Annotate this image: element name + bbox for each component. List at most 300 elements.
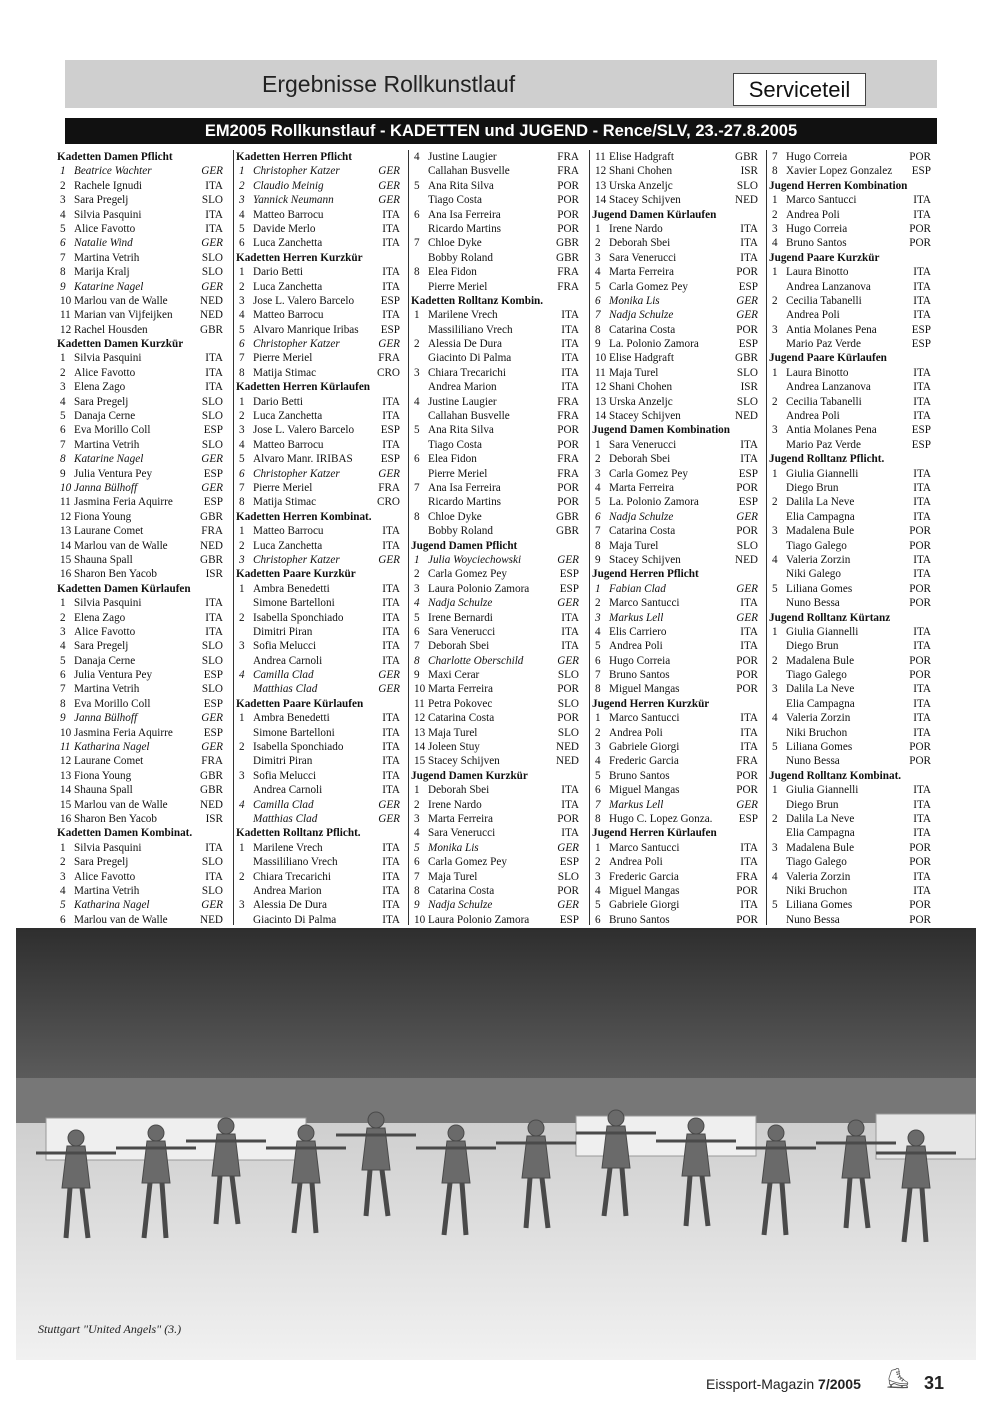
section-title: Jugend Herren Kombination [769, 179, 908, 192]
athlete-name: Andrea Marion [428, 381, 497, 394]
rank: 6 [60, 424, 66, 437]
result-row [411, 625, 579, 639]
athlete-name: Andrea Lanzanova [786, 381, 871, 394]
rank: 2 [239, 539, 245, 552]
country-code: ITA [740, 625, 758, 638]
issue-number: 7/2005 [818, 1376, 861, 1392]
results-column-2 [236, 150, 400, 927]
result-row [592, 481, 758, 495]
country-code: ITA [740, 640, 758, 653]
rank: 3 [595, 467, 601, 480]
country-code: POR [909, 669, 931, 682]
country-code: ITA [382, 266, 400, 279]
athlete-name: Ana Rita Silva [428, 179, 494, 192]
rank: 3 [414, 366, 420, 379]
result-row [411, 236, 579, 250]
athlete-name: Justine Laugier [428, 395, 497, 408]
result-row [769, 740, 931, 754]
rank: 3 [772, 683, 778, 696]
country-code: FRA [736, 870, 758, 883]
result-row [57, 553, 223, 567]
section-title: Kadetten Herren Pflicht [236, 151, 352, 163]
result-row [57, 639, 223, 653]
athlete-name: Nuno Bessa [786, 755, 840, 768]
rank: 5 [595, 280, 601, 293]
country-code: ESP [203, 669, 223, 682]
athlete-name: Catarina Costa [428, 884, 495, 897]
athlete-name: Martina Vetrih [74, 683, 140, 696]
result-row [57, 898, 223, 912]
rank: 12 [60, 510, 72, 523]
section-title: Kadetten Paare Kurzkür [236, 568, 356, 581]
rank: 10 [414, 683, 426, 696]
athlete-name: Ricardo Martins [428, 222, 502, 235]
result-row [236, 553, 400, 567]
country-code: ESP [380, 453, 400, 466]
athlete-name: Catarina Costa [609, 323, 676, 336]
rank: 4 [772, 712, 778, 725]
athlete-name: Valeria Zorzin [786, 553, 851, 566]
result-row [769, 582, 931, 596]
athlete-name: Laurane Comet [74, 755, 144, 768]
country-code: POR [736, 669, 758, 682]
country-code: ITA [913, 870, 931, 883]
athlete-name: Nadja Schulze [609, 309, 674, 322]
athlete-name: Chloe Dyke [428, 237, 482, 250]
rank: 3 [772, 222, 778, 235]
country-code: GER [736, 582, 758, 595]
athlete-name: Silvia Pasquini [74, 597, 142, 610]
country-code: FRA [557, 165, 579, 178]
country-code: NED [200, 798, 223, 811]
country-code: POR [909, 525, 931, 538]
country-code: ITA [913, 194, 931, 207]
rank: 4 [772, 237, 778, 250]
athlete-name: Bruno Santos [786, 237, 847, 250]
result-row [236, 654, 400, 668]
result-row [411, 855, 579, 869]
result-row [769, 510, 931, 524]
athlete-name: Sofia Melucci [253, 640, 317, 653]
athlete-name: Andrea Poli [609, 640, 663, 653]
athlete-name: Elia Campagna [786, 697, 855, 710]
rank: 10 [414, 913, 426, 926]
result-row [592, 740, 758, 754]
results-column-3 [411, 150, 579, 927]
rank: 13 [60, 769, 72, 782]
rank: 7 [60, 438, 66, 451]
rank: 4 [239, 669, 245, 682]
athlete-name: Pierre Meriel [428, 280, 488, 293]
country-code: ITA [561, 381, 579, 394]
athlete-name: Tiago Costa [428, 438, 482, 451]
result-row [592, 898, 758, 912]
rank: 8 [772, 165, 778, 178]
result-row [411, 395, 579, 409]
athlete-name: Marta Ferreira [428, 683, 493, 696]
athlete-name: Dalila La Neve [786, 683, 855, 696]
athlete-name: Dario Betti [253, 395, 304, 408]
country-code: ITA [382, 741, 400, 754]
country-code: ITA [382, 640, 400, 653]
rank: 5 [60, 654, 66, 667]
result-row [592, 769, 758, 783]
result-row [236, 409, 400, 423]
athlete-name: Laura Binotto [786, 266, 849, 279]
column-divider [766, 150, 767, 925]
rank: 8 [595, 539, 601, 552]
result-row [411, 898, 579, 912]
country-code: CRO [376, 496, 400, 509]
rank: 5 [414, 611, 420, 624]
section-title: Jugend Rolltanz Kombinat. [769, 769, 902, 782]
athlete-name: Christopher Katzer [253, 338, 340, 351]
result-row [592, 884, 758, 898]
result-row [57, 208, 223, 222]
country-code: ITA [913, 280, 931, 293]
rank: 5 [414, 179, 420, 192]
athlete-name: Marta Ferreira [609, 481, 674, 494]
result-row [236, 467, 400, 481]
rank: 10 [595, 352, 607, 365]
result-row [769, 697, 931, 711]
rank: 6 [239, 467, 245, 480]
athlete-name: Maja Turel [609, 539, 659, 552]
athlete-name: Christopher Katzer [253, 467, 340, 480]
country-code: SLO [201, 410, 223, 423]
athlete-name: Matteo Barrocu [253, 438, 324, 451]
country-code: GER [378, 194, 400, 207]
rank: 7 [595, 525, 601, 538]
country-code: GER [736, 798, 758, 811]
rank: 3 [595, 251, 601, 264]
country-code: ESP [738, 338, 758, 351]
rank: 14 [414, 741, 426, 754]
country-code: ITA [740, 712, 758, 725]
athlete-name: Miguel Mangas [609, 784, 680, 797]
athlete-name: Andrea Poli [609, 856, 663, 869]
result-row [57, 668, 223, 682]
country-code: ITA [913, 381, 931, 394]
athlete-name: Dalila La Neve [786, 812, 855, 825]
country-code: ITA [561, 338, 579, 351]
result-row [769, 639, 931, 653]
result-row [57, 395, 223, 409]
rank: 8 [414, 884, 420, 897]
results-column-5 [769, 150, 931, 927]
result-row [411, 870, 579, 884]
country-code: ITA [740, 438, 758, 451]
result-row [411, 495, 579, 509]
result-row [236, 280, 400, 294]
country-code: ITA [913, 496, 931, 509]
country-code: ISR [740, 165, 758, 178]
section-title: Kadetten Herren Kürlaufen [236, 381, 371, 394]
rank: 3 [595, 741, 601, 754]
country-code: ITA [382, 712, 400, 725]
country-code: FRA [201, 525, 223, 538]
athlete-name: Matija Stimac [253, 496, 317, 509]
country-code: ITA [740, 251, 758, 264]
athlete-name: Mario Paz Verde [786, 438, 861, 451]
result-row [236, 870, 400, 884]
country-code: SLO [736, 179, 758, 192]
country-code: NED [200, 913, 223, 926]
result-row [592, 236, 758, 250]
result-row [769, 524, 931, 538]
athlete-name: Janna Bülhoff [74, 481, 138, 494]
rank: 4 [414, 151, 420, 163]
country-code: ITA [382, 870, 400, 883]
athlete-name: Carla Gomez Pey [428, 568, 507, 581]
country-code: FRA [378, 352, 400, 365]
athlete-name: Luca Zanchetta [253, 237, 323, 250]
result-row [769, 812, 931, 826]
country-code: GBR [199, 510, 223, 523]
result-row [592, 639, 758, 653]
rank: 3 [414, 812, 420, 825]
athlete-name: Sara Pregelj [74, 395, 129, 408]
result-row [57, 308, 223, 322]
rank: 7 [60, 683, 66, 696]
country-code: POR [909, 913, 931, 926]
rank: 3 [60, 194, 66, 207]
country-code: ITA [382, 597, 400, 610]
athlete-name: Stacey Schijven [428, 755, 500, 768]
rank: 13 [414, 726, 426, 739]
athlete-name: Deborah Sbei [428, 640, 490, 653]
athlete-name: Laurane Comet [74, 525, 144, 538]
result-row [57, 611, 223, 625]
country-code: ITA [382, 309, 400, 322]
athlete-name: Urska Anzelјc [609, 179, 673, 192]
country-code: SLO [736, 366, 758, 379]
athlete-name: Catarina Costa [609, 525, 676, 538]
result-row [411, 812, 579, 826]
result-row [57, 524, 223, 538]
rank: 2 [595, 726, 601, 739]
rank: 5 [414, 424, 420, 437]
country-code: ITA [382, 410, 400, 423]
athlete-name: Antia Molanes Pena [786, 323, 877, 336]
section-title: Jugend Herren Pflicht [592, 568, 699, 581]
rank: 8 [595, 812, 601, 825]
rank: 14 [60, 539, 72, 552]
result-row [57, 855, 223, 869]
rank: 3 [239, 769, 245, 782]
rank: 6 [595, 913, 601, 926]
section-heading [236, 150, 400, 164]
country-code: POR [557, 884, 579, 897]
result-row [769, 855, 931, 869]
result-row [592, 913, 758, 927]
section-heading [236, 697, 400, 711]
result-row [236, 855, 400, 869]
rank: 5 [239, 453, 245, 466]
athlete-name: Hugo Correia [786, 222, 848, 235]
athlete-name: Petra Pokovec [428, 697, 493, 710]
result-row [236, 222, 400, 236]
country-code: ITA [382, 856, 400, 869]
result-row [411, 380, 579, 394]
result-row [57, 495, 223, 509]
result-row [769, 409, 931, 423]
athlete-name: Niki Galego [786, 568, 841, 581]
result-row [769, 495, 931, 509]
country-code: NED [200, 309, 223, 322]
section-heading [769, 452, 931, 466]
athlete-name: Giacinto Di Palma [253, 913, 337, 926]
country-code: ITA [913, 294, 931, 307]
result-row [411, 740, 579, 754]
country-code: POR [736, 769, 758, 782]
rank: 5 [60, 410, 66, 423]
rank: 3 [595, 870, 601, 883]
athlete-name: Markus Lell [609, 611, 664, 624]
rank: 9 [595, 553, 601, 566]
athlete-name: Sara Pregelj [74, 856, 129, 869]
skate-logo-icon: ⛸ [885, 1368, 911, 1390]
country-code: ITA [913, 366, 931, 379]
rank: 1 [595, 712, 601, 725]
athlete-name: Carla Gomez Pey [428, 856, 507, 869]
rank: 10 [60, 726, 72, 739]
athlete-name: Ambra Benedetti [253, 582, 330, 595]
country-code: FRA [557, 151, 579, 163]
result-row [236, 423, 400, 437]
magazine-name: Eissport-Magazin [706, 1376, 815, 1392]
section-heading [769, 769, 931, 783]
rank: 8 [60, 453, 66, 466]
result-row [411, 366, 579, 380]
rank: 2 [239, 280, 245, 293]
athlete-name: Laura Binotto [786, 366, 849, 379]
athlete-name: Cecilia Tabanelli [786, 294, 862, 307]
country-code: GER [378, 553, 400, 566]
athlete-name: Elea Fidon [428, 266, 477, 279]
result-row [769, 884, 931, 898]
country-code: ITA [382, 582, 400, 595]
result-row [769, 337, 931, 351]
team-photo [16, 928, 976, 1360]
result-row [769, 208, 931, 222]
section-heading [57, 826, 223, 840]
athlete-name: Frederic Garcia [609, 870, 679, 883]
country-code: ITA [913, 712, 931, 725]
athlete-name: Hugo C. Lopez Gonza. [609, 812, 713, 825]
result-row [592, 409, 758, 423]
athlete-name: Alice Favotto [74, 366, 136, 379]
section-heading [411, 769, 579, 783]
result-row [592, 841, 758, 855]
athlete-name: Alvaro Manrique Iribas [253, 323, 359, 336]
result-row [769, 380, 931, 394]
rank: 7 [772, 151, 778, 163]
result-row [411, 841, 579, 855]
rank: 6 [595, 784, 601, 797]
athlete-name: Ana Isa Ferreira [428, 481, 501, 494]
country-code: ITA [205, 597, 223, 610]
result-row [236, 596, 400, 610]
section-title: Kadetten Herren Kombinat. [236, 510, 372, 523]
country-code: POR [557, 683, 579, 696]
country-code: ITA [740, 237, 758, 250]
athlete-name: Antia Molanes Pena [786, 424, 877, 437]
country-code: ITA [382, 755, 400, 768]
result-row [57, 510, 223, 524]
rank: 7 [414, 870, 420, 883]
athlete-name: Katharina Nagel [74, 741, 150, 754]
result-row [57, 423, 223, 437]
result-row [57, 323, 223, 337]
section-heading [236, 826, 400, 840]
rank: 15 [60, 553, 72, 566]
country-code: POR [557, 496, 579, 509]
athlete-name: Camilla Clad [253, 669, 314, 682]
rank: 2 [60, 179, 66, 192]
athlete-name: Laura Polonio Zamora [428, 582, 530, 595]
result-row [411, 164, 579, 178]
result-row [57, 682, 223, 696]
athlete-name: Sara Venerucci [428, 827, 496, 840]
result-row [57, 438, 223, 452]
result-row [236, 179, 400, 193]
country-code: ITA [913, 309, 931, 322]
country-code: ESP [911, 165, 931, 178]
country-code: SLO [201, 856, 223, 869]
athlete-name: Chiara Trecarichi [428, 366, 506, 379]
country-code: ITA [913, 683, 931, 696]
athlete-name: Jose L. Valero Barcelo [253, 294, 355, 307]
country-code: GBR [734, 151, 758, 163]
country-code: ITA [561, 366, 579, 379]
athlete-name: Matthias Clad [253, 683, 318, 696]
rank: 6 [595, 510, 601, 523]
result-row [769, 596, 931, 610]
country-code: POR [557, 424, 579, 437]
country-code: POR [557, 812, 579, 825]
athlete-name: Marco Santucci [609, 841, 680, 854]
athlete-name: Simone Bartelloni [253, 597, 335, 610]
athlete-name: Andrea Carnoli [253, 784, 323, 797]
athlete-name: Alice Favotto [74, 870, 136, 883]
result-row [57, 798, 223, 812]
result-row [411, 596, 579, 610]
rank: 6 [595, 294, 601, 307]
country-code: ITA [561, 352, 579, 365]
result-row [57, 884, 223, 898]
result-row [592, 164, 758, 178]
athlete-name: Shauna Spall [74, 784, 133, 797]
athlete-name: Deborah Sbei [609, 453, 671, 466]
country-code: SLO [201, 640, 223, 653]
result-row [769, 366, 931, 380]
section-heading [236, 251, 400, 265]
athlete-name: Valeria Zorzin [786, 870, 851, 883]
country-code: GBR [555, 251, 579, 264]
athlete-name: Pierre Meriel [428, 467, 488, 480]
result-row [592, 294, 758, 308]
country-code: GER [201, 741, 223, 754]
rank: 2 [60, 856, 66, 869]
rank: 8 [414, 654, 420, 667]
result-row [236, 812, 400, 826]
rank: 2 [772, 294, 778, 307]
results-column-4 [592, 150, 758, 927]
result-row [236, 625, 400, 639]
rank: 14 [60, 784, 72, 797]
athlete-name: Nadja Schulze [428, 597, 493, 610]
